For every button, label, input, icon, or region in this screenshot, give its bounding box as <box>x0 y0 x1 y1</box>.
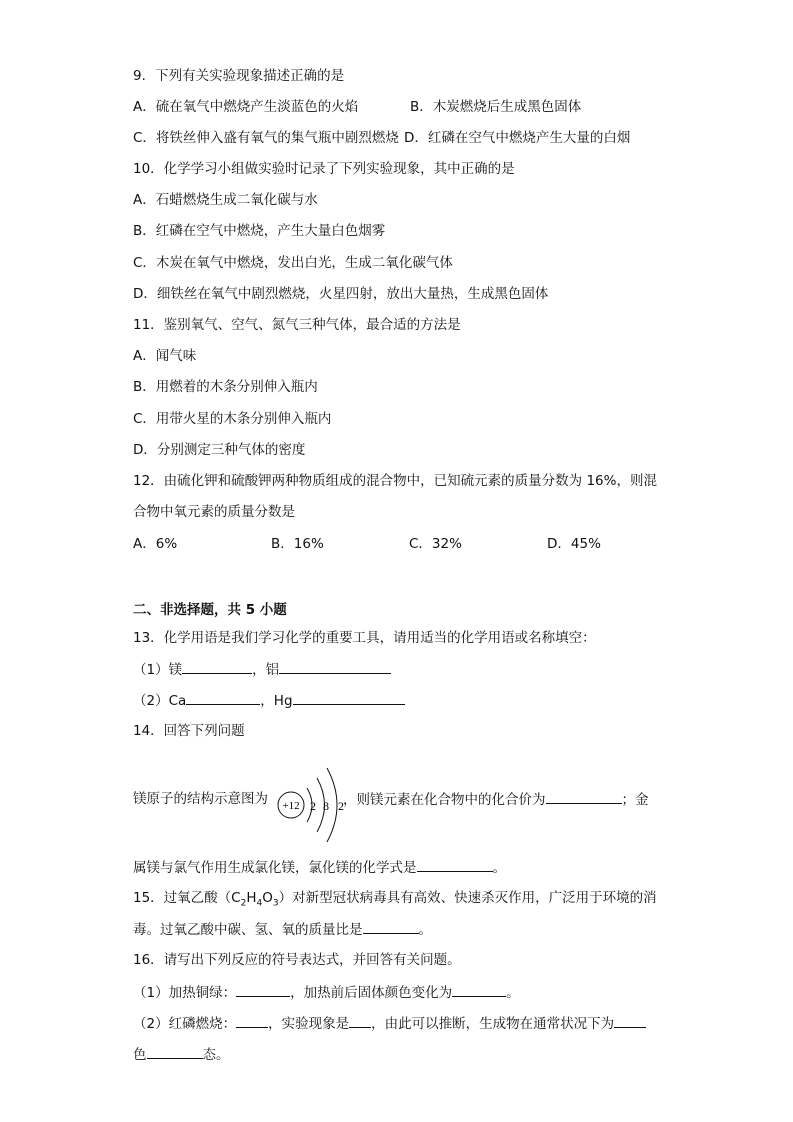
q13-blank-hg[interactable] <box>293 690 405 705</box>
q14-text-line1-rest <box>343 789 649 810</box>
q9-option-a: A．硫在氧气中燃烧产生淡蓝色的火焰 <box>133 99 359 115</box>
shell-count-1: 2 <box>310 799 316 813</box>
q16-blank-phosphorus-eq[interactable] <box>236 1013 268 1028</box>
q15-h: H <box>246 890 257 906</box>
q14-text-line2 <box>133 857 506 878</box>
q13-blank-al[interactable] <box>279 659 391 674</box>
q14-blank-mgcl2[interactable] <box>417 857 493 872</box>
q16-blank-state[interactable] <box>147 1044 203 1059</box>
q9-option-c: C．将铁丝伸入盛有氧气的集气瓶中剧烈燃烧 <box>133 130 399 146</box>
q11-option-a: A．闻气味 <box>133 348 197 364</box>
shell-count-2: 8 <box>323 799 329 813</box>
q15-line2-end: 。 <box>418 922 432 938</box>
q15-o: O <box>262 890 273 906</box>
q16-line3-end: 态。 <box>202 1047 230 1063</box>
q15-blank-ratio[interactable] <box>363 919 419 934</box>
q13-part2-mid: ，Hg <box>260 693 293 709</box>
q15-line2-text: 毒。过氧乙酸中碳、氢、氧的质量比是 <box>133 922 363 938</box>
q16-part1-end: 。 <box>506 985 520 1001</box>
q14-text-line1 <box>133 789 268 809</box>
q15-sub-o: 3 <box>272 898 279 909</box>
q16-part1-mid: ，加热前后固体颜色变化为 <box>290 985 453 1001</box>
q11-option-c: C．用带火星的木条分别伸入瓶内 <box>133 411 332 427</box>
q11-option-b: B．用燃着的木条分别伸入瓶内 <box>133 379 318 395</box>
q13-part2 <box>133 690 405 711</box>
q14-text2: 属镁与氯气作用生成氯化镁，氯化镁的化学式是 <box>133 860 417 876</box>
q16-part1 <box>133 982 520 1003</box>
q14-text-end: ；金 <box>621 792 649 808</box>
q10-stem: 10．化学学习小组做实验时记录了下列实验现象，其中正确的是 <box>133 161 515 177</box>
q13-part1 <box>133 659 391 680</box>
q16-part1-prefix: （1）加热铜绿： <box>133 985 237 1001</box>
q16-part2-line2 <box>133 1044 230 1065</box>
q16-line3-prefix: 色 <box>133 1047 147 1063</box>
q13-blank-ca[interactable] <box>186 690 260 705</box>
q9-option-d: D．红磷在空气中燃烧产生大量的白烟 <box>404 130 631 146</box>
q14-text2-end: 。 <box>492 860 506 876</box>
q12-stem-line1: 12．由硫化钾和硫酸钾两种物质组成的混合物中，已知硫元素的质量分数为 16%，则混 <box>133 473 657 489</box>
section-heading: 二、非选择题，共 5 小题 <box>133 602 287 618</box>
q10-option-b: B．红磷在空气中燃烧，产生大量白色烟雾 <box>133 223 386 239</box>
q11-stem: 11．鉴别氧气、空气、氮气三种气体，最合适的方法是 <box>133 317 461 333</box>
q16-blank-copper-eq[interactable] <box>236 982 290 997</box>
q16-part2-mid2: ，由此可以推断，生成物在通常状况下为 <box>371 1016 615 1032</box>
q13-stem: 13．化学用语是我们学习化学的重要工具，请用适当的化学用语或名称填空： <box>133 630 596 646</box>
q12-option-a: A．6% <box>133 536 178 552</box>
q9-stem: 9．下列有关实验现象描述正确的是 <box>133 68 345 84</box>
q16-part2-prefix: （2）红磷燃烧： <box>133 1016 237 1032</box>
q10-option-c: C．木炭在氧气中燃烧，发出白光，生成二氧化碳气体 <box>133 255 453 271</box>
q14-stem: 14．回答下列问题 <box>133 723 245 739</box>
q15-text-a: 15．过氧乙酸（C <box>133 890 241 906</box>
q13-blank-mg[interactable] <box>182 659 252 674</box>
q11-option-d: D．分别测定三种气体的密度 <box>133 442 306 458</box>
shell-count-3: 2 <box>338 799 344 813</box>
q12-option-b: B．16% <box>271 536 324 552</box>
q15-line2 <box>133 919 432 940</box>
q13-part2-prefix: （2）Ca <box>133 693 187 709</box>
q16-part2 <box>133 1013 646 1034</box>
q16-blank-color[interactable] <box>452 982 506 997</box>
q10-option-d: D．细铁丝在氧气中剧烈燃烧，火星四射，放出大量热，生成黑色固体 <box>133 286 549 302</box>
q14-blank-valence[interactable] <box>546 789 622 804</box>
q14-text-suffix: ，则镁元素在化合物中的化合价为 <box>343 792 546 808</box>
q12-option-c: C．32% <box>409 536 462 552</box>
q15-sub-h: 4 <box>256 898 263 909</box>
q15-line1 <box>133 888 657 914</box>
q14-text-prefix: 镁原子的结构示意图为 <box>133 791 268 807</box>
q16-blank-color2[interactable] <box>614 1013 646 1028</box>
q9-option-b: B．木炭燃烧后生成黑色固体 <box>410 99 582 115</box>
nucleus-label: +12 <box>282 800 300 812</box>
q10-option-a: A．石蜡燃烧生成二氧化碳与水 <box>133 192 318 208</box>
q15-sub-c: 2 <box>240 898 247 909</box>
q16-stem: 16．请写出下列反应的符号表达式，并回答有关问题。 <box>133 952 461 968</box>
q13-part1-prefix: （1）镁 <box>133 662 183 678</box>
q13-part1-mid: ，铝 <box>252 662 280 678</box>
q15-text-b: ）对新型冠状病毒具有高效、快速杀灭作用，广泛用于环境的消 <box>278 890 657 906</box>
q12-option-d: D．45% <box>547 536 601 552</box>
q12-stem-line2: 合物中氧元素的质量分数是 <box>133 504 295 520</box>
q16-part2-mid: ，实验现象是 <box>268 1016 350 1032</box>
q16-blank-phenomenon[interactable] <box>349 1013 371 1028</box>
